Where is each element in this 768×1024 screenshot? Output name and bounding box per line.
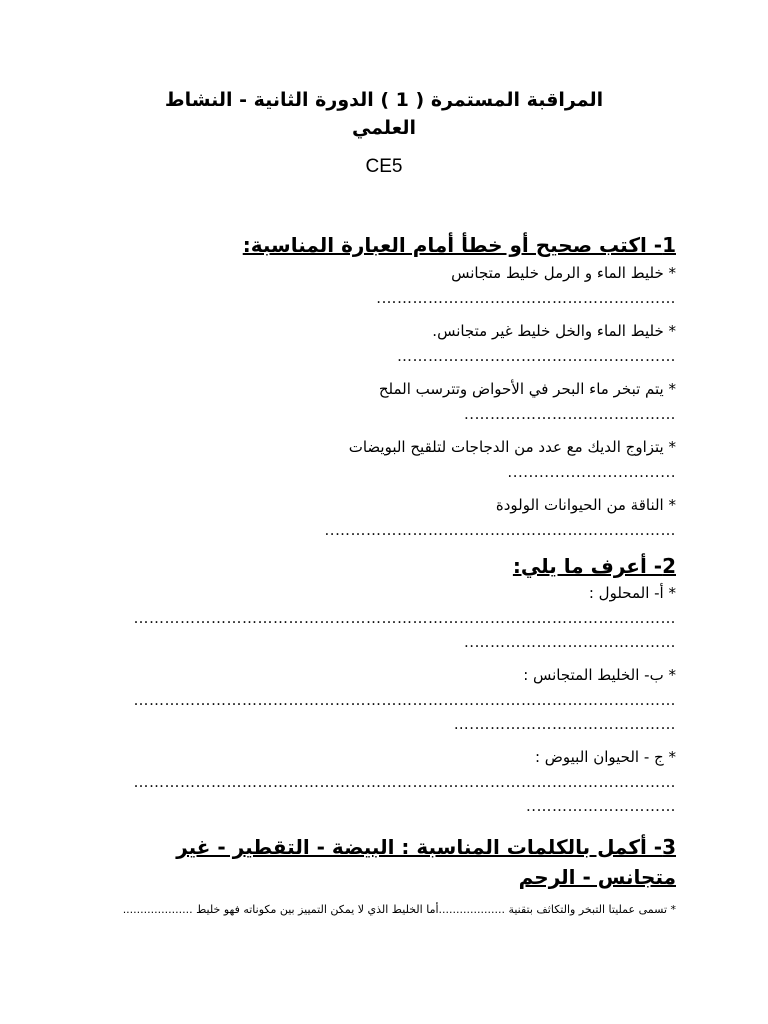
worksheet (92, 86, 676, 918)
answer-line: ……………………………………………… (397, 347, 676, 365)
section2-heading: 2- أعرف ما يلي: (512, 554, 676, 578)
answer-line: ………………………………………………………….. (324, 521, 676, 539)
answer-line: ………………………………….. (463, 405, 676, 423)
section2-item-c: * ج - الحيوان البيوض : (534, 748, 676, 766)
section3-sentence: * تسمى عمليتا التبخر والتكاثف بتقنية ...................أما الخليط الذي لا يمكن التمييز بين مكوناته فهو خليط .................... (122, 903, 676, 916)
section1-item-1: * خليط الماء و الرمل خليط متجانس (451, 264, 676, 282)
answer-line: ………………………………….. (463, 633, 676, 651)
page-title: المراقبة المستمرة ( 1 ) الدورة الثانية - النشاط العلمي (164, 89, 604, 139)
class-level: CE5 (365, 156, 403, 177)
answer-line: …………………………………………………………………………………………… (133, 691, 676, 709)
section1-heading: 1- اكتب صحيح أو خطأ أمام العبارة المناسبة: (242, 233, 676, 257)
section2-item-b: * ب- الخليط المتجانس : (523, 666, 676, 684)
answer-line: ………………………………….… (453, 715, 676, 733)
answer-line: …………………………………………………………………………………………… (133, 773, 676, 791)
section1-item-4: * يتزاوج الديك مع عدد من الدجاجات لتلقيح البويضات (348, 438, 676, 456)
section1-item-5: * الناقة من الحيوانات الولودة (495, 496, 676, 514)
answer-line: ……………………….. (525, 797, 676, 815)
section1-item-2: * خليط الماء والخل خليط غير متجانس. (432, 322, 676, 340)
answer-line: …………………………………………………………………………………………… (133, 609, 676, 627)
answer-line: …………………………………………………. (376, 289, 676, 307)
section2-item-a: * أ- المحلول : (588, 584, 676, 602)
answer-line: ................................ (507, 463, 676, 481)
section3-heading: 3- أكمل بالكلمات المناسبة : البيضة - التقطير - غير متجانس - الرحم (176, 835, 676, 889)
section1-item-3: * يتم تبخر ماء البحر في الأحواض وتترسب الملح (378, 380, 676, 398)
